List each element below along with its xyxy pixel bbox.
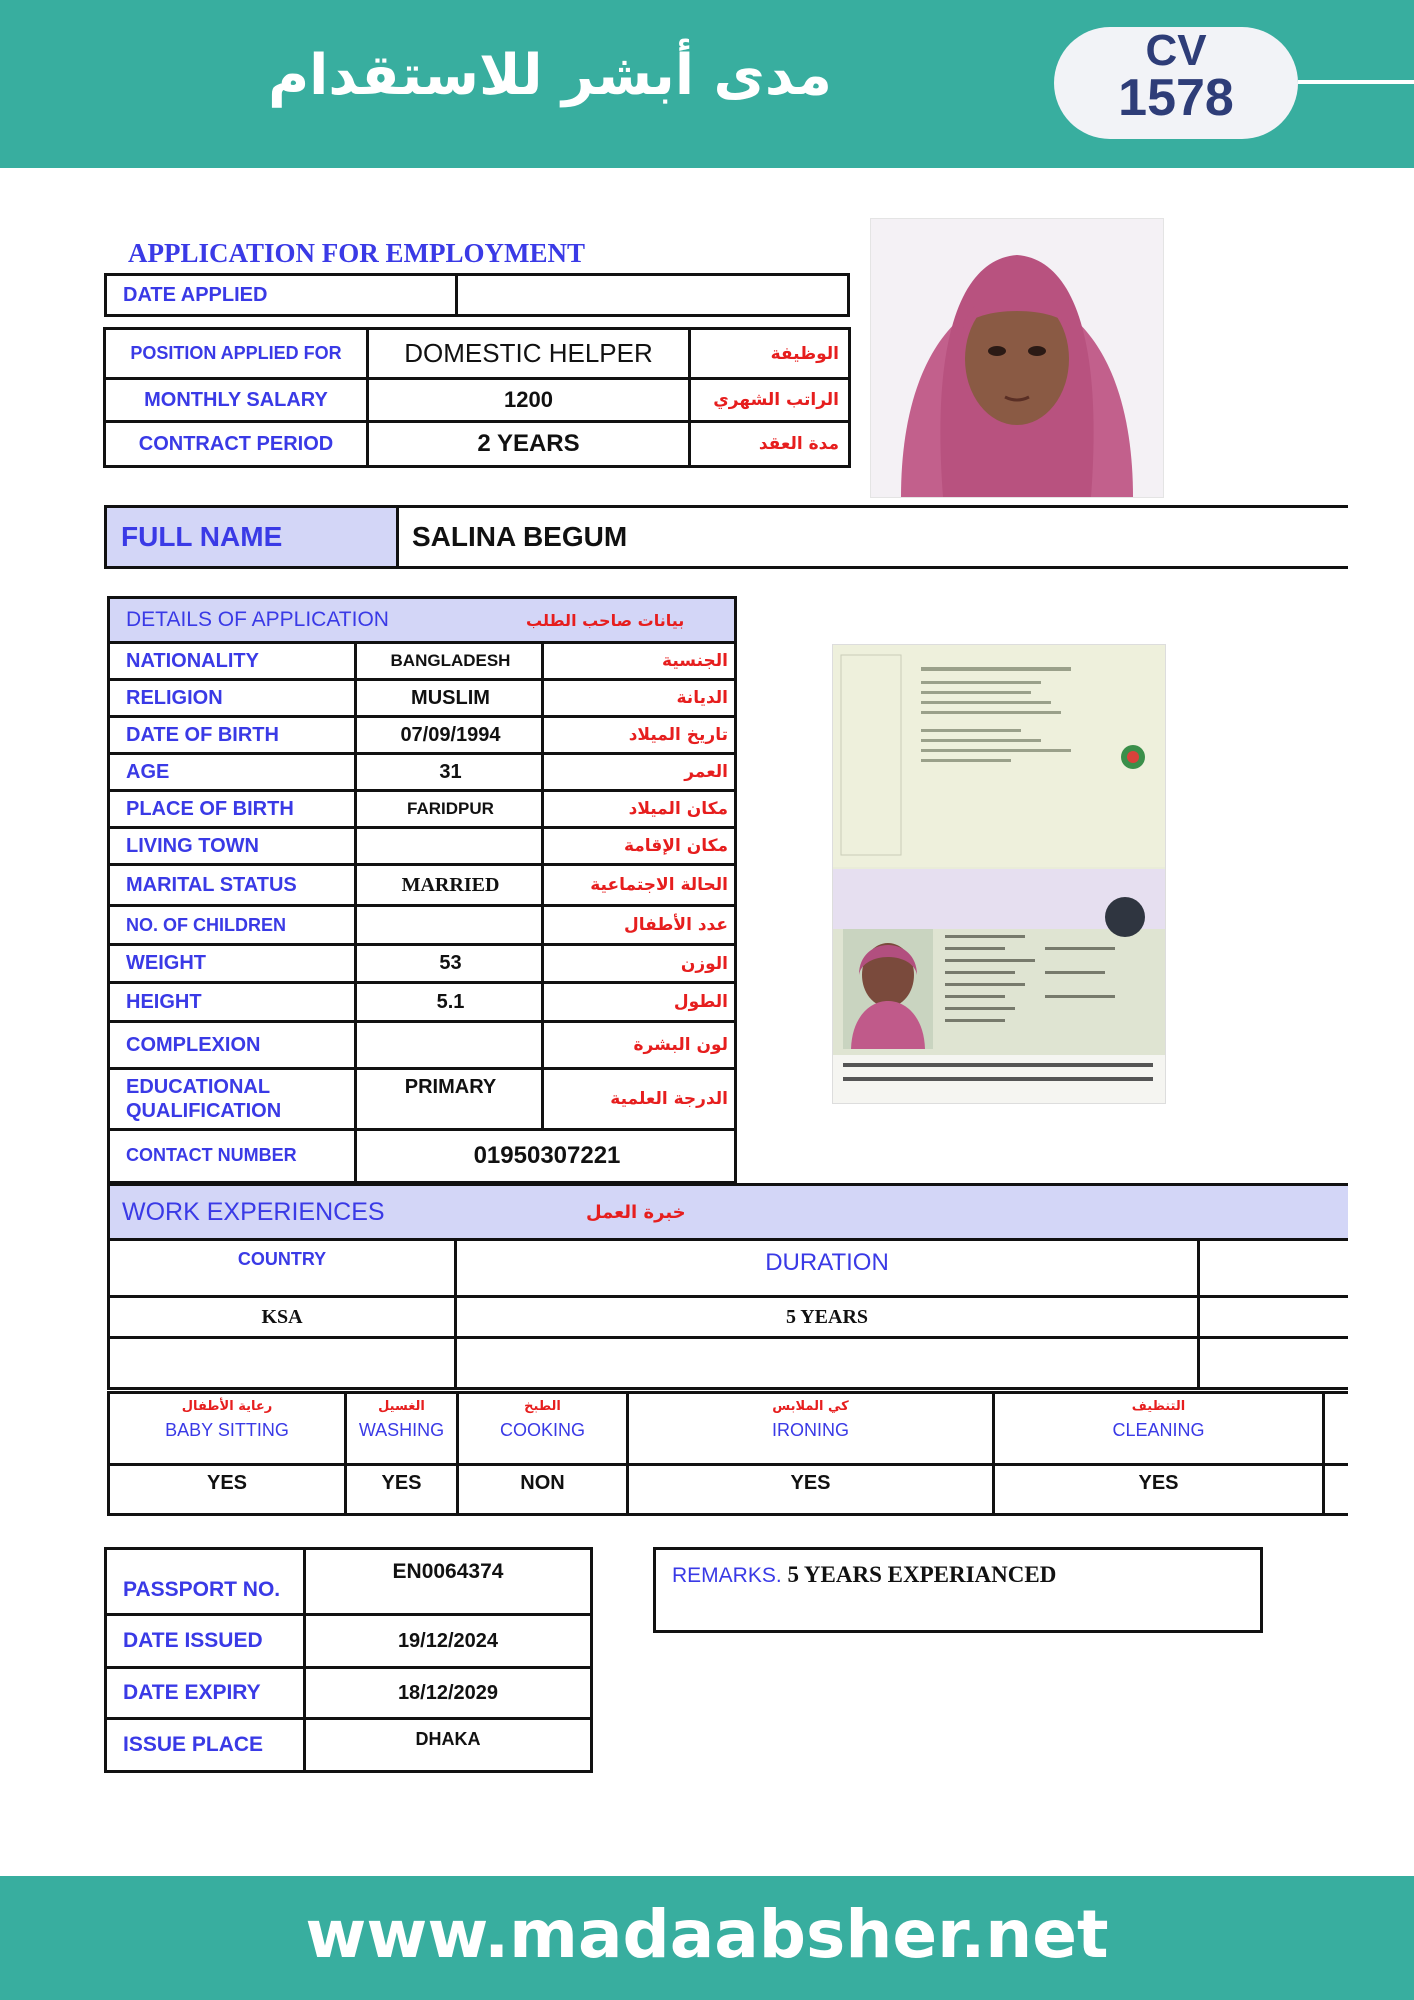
work-row-duration <box>457 1339 1197 1387</box>
date-applied-label: DATE APPLIED <box>123 283 268 306</box>
passport-place-label: ISSUE PLACE <box>123 1733 264 1756</box>
work-duration-label: DURATION <box>765 1249 889 1276</box>
skill-label: IRONING <box>771 1420 849 1440</box>
skills-divider <box>107 1463 1348 1466</box>
details-arabic: عدد الأطفال <box>624 915 728 935</box>
work-col-2 <box>1197 1238 1200 1389</box>
details-label: LIVING TOWN <box>126 834 259 857</box>
details-label: PLACE OF BIRTH <box>126 797 294 820</box>
passport-place-value: DHAKA <box>415 1728 481 1749</box>
details-value <box>357 829 544 863</box>
details-arabic: الجنسية <box>662 651 728 671</box>
details-label: NO. OF CHILDREN <box>126 914 286 935</box>
details-value: 31 <box>439 760 462 783</box>
application-title: APPLICATION FOR EMPLOYMENT <box>128 238 585 268</box>
work-bottom-border <box>107 1387 1348 1390</box>
cv-number: 1578 <box>1118 69 1234 127</box>
details-arabic: مكان الإقامة <box>623 836 728 856</box>
work-header-arabic: خبرة العمل <box>586 1201 686 1223</box>
details-header-arabic: بيانات صاحب الطلب <box>526 610 685 630</box>
details-arabic: العمر <box>684 762 728 782</box>
details-value: BANGLADESH <box>390 651 511 670</box>
full-name-divider <box>396 505 399 569</box>
work-header-divider <box>107 1238 1348 1241</box>
details-label: WEIGHT <box>126 952 206 974</box>
skill-label: BABY SITTING <box>165 1420 289 1440</box>
details-label: CONTACT NUMBER <box>126 1145 297 1165</box>
work-row-country: KSA <box>261 1305 303 1328</box>
details-label: RELIGION <box>126 686 223 709</box>
details-label: MARITAL STATUS <box>126 873 297 896</box>
details-arabic: الديانة <box>676 688 728 708</box>
position-arabic: الوظيفة <box>770 343 839 364</box>
contract-value: 2 YEARS <box>477 430 580 457</box>
applicant-photo <box>870 218 1164 498</box>
details-value: FARIDPUR <box>407 799 494 818</box>
passport-expiry-value: 18/12/2029 <box>397 1681 499 1704</box>
skill-value: NON <box>520 1472 565 1494</box>
passport-issued-value: 19/12/2024 <box>397 1629 499 1652</box>
skill-arabic: رعاية الأطفال <box>181 1399 273 1414</box>
remarks-label: REMARKS. <box>672 1564 782 1587</box>
skill-arabic: الطبخ <box>524 1399 561 1414</box>
full-name-label: FULL NAME <box>107 508 396 566</box>
details-value: MUSLIM <box>411 686 490 709</box>
work-row-duration: 5 YEARS <box>785 1305 869 1328</box>
details-label: NATIONALITY <box>126 649 259 672</box>
skill-value: YES <box>381 1472 422 1494</box>
full-name-value: SALINA BEGUM <box>412 521 628 552</box>
details-value: PRIMARY <box>404 1076 497 1098</box>
details-arabic: تاريخ الميلاد <box>628 725 728 745</box>
skill-arabic: الغسيل <box>378 1399 425 1414</box>
contract-arabic: مدة العقد <box>758 434 839 454</box>
skill-label: CLEANING <box>1112 1420 1205 1440</box>
date-applied-value <box>458 276 847 314</box>
skills-col-divider <box>1322 1391 1325 1516</box>
skill-label: COOKING <box>499 1420 585 1440</box>
details-arabic: لون البشرة <box>633 1035 728 1055</box>
details-arabic: الدرجة العلمية <box>610 1089 728 1109</box>
skill-label: WASHING <box>358 1420 445 1440</box>
details-label: EDUCATIONAL QUALIFICATION <box>126 1076 282 1122</box>
skill-arabic: كي الملابس <box>772 1399 849 1414</box>
details-header-label: DETAILS OF APPLICATION <box>126 608 389 631</box>
remarks-value: 5 YEARS EXPERIANCED <box>787 1562 1057 1587</box>
passport-number-value: EN0064374 <box>392 1560 504 1583</box>
cv-label: CV <box>1145 26 1207 75</box>
salary-label: MONTHLY SALARY <box>144 388 328 411</box>
details-value: 07/09/1994 <box>400 723 501 746</box>
details-value: MARRIED <box>401 873 500 896</box>
work-header <box>110 1186 1348 1238</box>
passport-issued-label: DATE ISSUED <box>123 1629 263 1652</box>
skill-arabic: التنظيف <box>1131 1399 1186 1414</box>
agency-name: مدى أبشر للاستقدام <box>268 43 832 108</box>
details-arabic: مكان الميلاد <box>628 799 728 819</box>
website-url[interactable]: www.madaabsher.net <box>305 1896 1109 1973</box>
remarks-line <box>672 1562 1056 1588</box>
work-country-label: COUNTRY <box>237 1248 327 1269</box>
salary-value: 1200 <box>504 387 553 412</box>
work-row-country <box>110 1339 454 1387</box>
details-value: 01950307221 <box>473 1141 621 1169</box>
details-label: DATE OF BIRTH <box>126 723 279 746</box>
work-header-label: WORK EXPERIENCES <box>122 1197 385 1226</box>
skill-value: YES <box>790 1472 831 1494</box>
details-value: 53 <box>439 952 462 974</box>
passport-expiry-label: DATE EXPIRY <box>123 1681 261 1704</box>
position-value: DOMESTIC HELPER <box>404 338 653 368</box>
skill-value: YES <box>1138 1472 1179 1494</box>
details-label: AGE <box>126 760 170 783</box>
details-arabic: الطول <box>673 992 728 1012</box>
full-name-bottom-border <box>104 566 1348 569</box>
details-value <box>357 907 544 943</box>
passport-scan <box>832 644 1166 1104</box>
passport-number-label: PASSPORT NO. <box>123 1577 281 1601</box>
details-label: COMPLEXION <box>126 1033 261 1056</box>
details-label: HEIGHT <box>126 990 202 1013</box>
passport-scan-image <box>833 645 1165 1103</box>
skill-value: YES <box>206 1472 248 1494</box>
details-value: 5.1 <box>436 990 465 1013</box>
skills-top-border <box>107 1391 1348 1394</box>
details-value <box>357 1023 544 1067</box>
position-label: POSITION APPLIED FOR <box>130 343 342 363</box>
details-arabic: الوزن <box>680 953 728 974</box>
details-arabic: الحالة الاجتماعية <box>590 875 728 895</box>
applicant-photo-image <box>871 219 1163 497</box>
remarks-box <box>653 1547 1263 1633</box>
details-header <box>110 599 734 641</box>
skills-bottom-border <box>107 1513 1348 1516</box>
contract-label: CONTRACT PERIOD <box>138 432 334 455</box>
salary-arabic: الراتب الشهري <box>713 390 839 410</box>
header-rule <box>1298 80 1414 84</box>
